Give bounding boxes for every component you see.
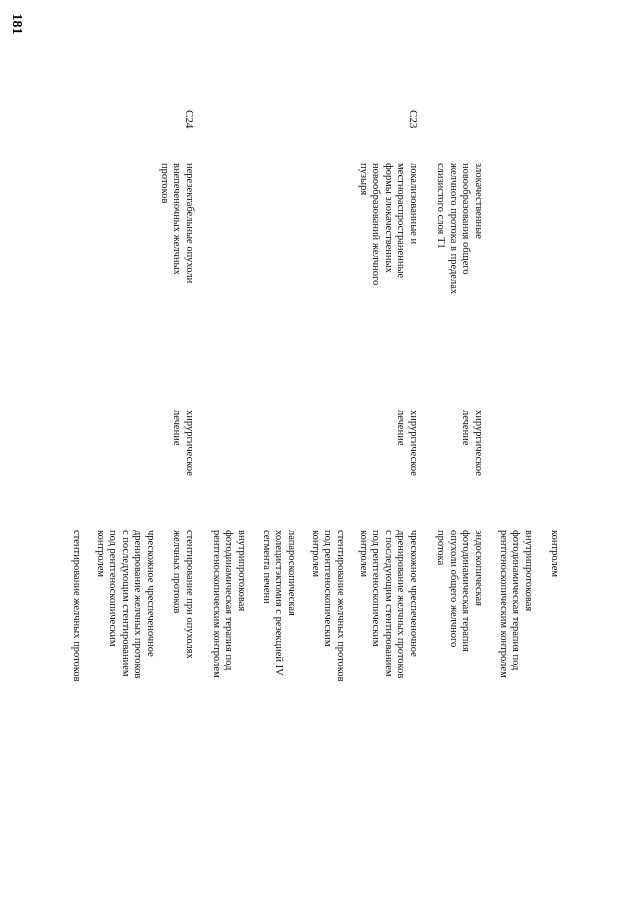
text-line: опухоли общего желчного: [448, 530, 459, 648]
text-line: фотодинамическая терапия под: [223, 530, 235, 671]
row-code-c23: C23: [407, 110, 419, 129]
method-block: [260, 530, 298, 676]
text-line: лапароскопическая: [286, 530, 297, 616]
text-line: с последующим стентированием: [120, 530, 131, 677]
method-block: [548, 530, 561, 577]
text-line: лечение: [460, 410, 472, 446]
diagnosis-block: [158, 163, 196, 283]
text-line: формы злокачественных: [383, 163, 394, 273]
text-line: под рентгеноскопическим: [322, 530, 334, 647]
text-line: фотодинамическая терапия под: [510, 530, 522, 671]
text-line: новообразований желчного: [370, 163, 382, 286]
method-block: [94, 530, 157, 678]
treatment-block: [394, 410, 419, 476]
text-line: местнораспространенные: [395, 163, 407, 279]
method-block: [210, 530, 248, 678]
treatment-block: [459, 410, 484, 476]
method-block: [434, 530, 484, 652]
text-line: стентирование при опухолях: [184, 530, 195, 659]
table-rotated-wrapper: [50, 110, 570, 880]
text-line: рентгеноскопическим контролем: [498, 530, 509, 678]
text-line: нерезектабельные опухоли: [184, 163, 195, 284]
text-line: чрескожное чреспеченочное: [145, 530, 156, 657]
text-line: внутрипротоковая: [523, 530, 534, 612]
text-line: желчного протока в пределах: [448, 163, 459, 295]
treatment-block: [170, 410, 195, 476]
text-line: внепеченочных желчных: [171, 163, 183, 275]
text-line: контролем: [549, 530, 560, 578]
text-line: сегмента печени: [261, 530, 272, 604]
text-line: пузыря: [358, 163, 369, 196]
text-line: протоков: [159, 163, 170, 204]
text-line: слизистого слоя T1: [435, 163, 447, 249]
text-line: чрескожное чреспеченочное: [408, 530, 419, 657]
text-line: контролем: [358, 530, 369, 578]
text-line: локализованные и: [408, 163, 419, 245]
text-line: с последующим стентированием: [383, 530, 394, 677]
text-line: дренирование желчных протоков: [395, 530, 407, 679]
text-line: под рентгеноскопическим: [107, 530, 119, 647]
method-block: [497, 530, 535, 678]
text-line: стентирование желчных протоков: [335, 530, 346, 682]
method-block: [309, 530, 347, 682]
text-line: эндоскопическая: [473, 530, 484, 606]
text-line: лечение: [395, 410, 407, 446]
method-block: [170, 530, 195, 659]
row-code-c24: C24: [183, 110, 195, 129]
text-line: новообразования общего: [460, 163, 472, 275]
text-line: дренирование желчных протоков: [132, 530, 144, 679]
text-line: контролем: [95, 530, 106, 578]
text-line: лечение: [171, 410, 183, 446]
text-line: холецистэктомия с резекцией IV: [273, 530, 285, 676]
text-line: стентирование желчных протоков: [71, 530, 82, 682]
text-line: хирургическое: [184, 410, 195, 476]
text-line: рентгеноскопическим контролем: [211, 530, 222, 678]
text-line: под рентгеноскопическим: [370, 530, 382, 647]
diagnosis-block: [434, 163, 484, 294]
page-number: 181: [9, 13, 24, 35]
text-line: хирургическое: [408, 410, 419, 476]
text-line: фотодинамическая терапия: [460, 530, 472, 652]
diagnosis-block: [357, 163, 420, 285]
text-line: злокачественные: [473, 163, 484, 239]
procedure-table: [50, 110, 570, 880]
text-line: хирургическое: [473, 410, 484, 476]
method-block: [70, 530, 83, 682]
text-line: внутрипротоковая: [236, 530, 247, 612]
method-block: [357, 530, 420, 678]
text-line: контролем: [310, 530, 321, 578]
text-line: протока: [435, 530, 447, 566]
text-line: желчных протоков: [171, 530, 183, 614]
